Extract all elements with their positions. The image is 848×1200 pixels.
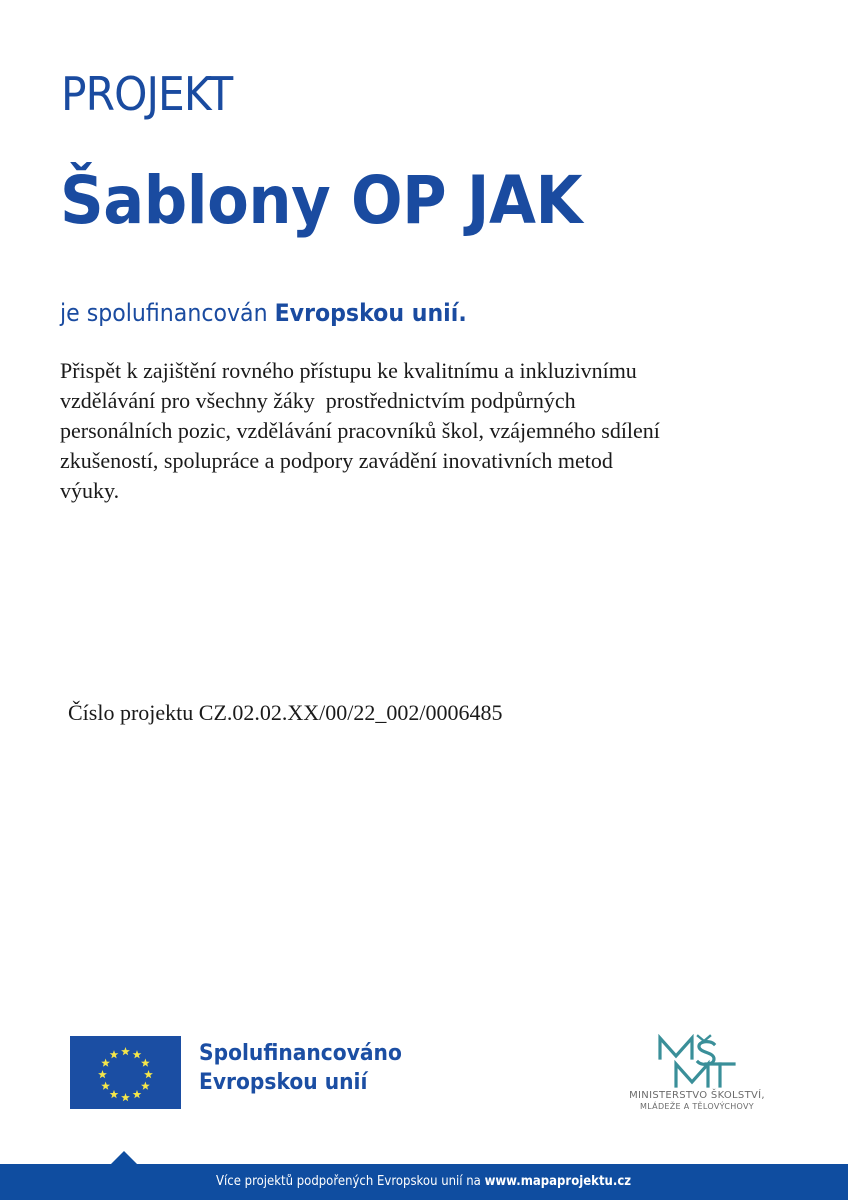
description-line: Přispět k zajištění rovného přístupu ke kvalitnímu a inkluzivnímu <box>60 358 637 383</box>
description-line: vzdělávání pro všechny žáky prostřednictvím podpůrných <box>60 388 576 413</box>
description-line: zkušeností, spolupráce a podpory zavádění inovativních metod <box>60 448 613 473</box>
cofinancing-prefix: je spolufinancován <box>60 299 275 327</box>
cofinancing-emphasis: Evropskou unií. <box>274 299 467 327</box>
description-line: personálních pozic, vzdělávání pracovníků škol, vzájemného sdílení <box>60 418 660 443</box>
project-number: Číslo projektu CZ.02.02.XX/00/22_002/0006485 <box>68 700 503 725</box>
msmt-label-line1: MINISTERSTVO ŠKOLSTVÍ, <box>629 1090 765 1101</box>
project-description <box>60 356 760 506</box>
eu-label-line1: Spolufinancováno <box>199 1041 402 1066</box>
eu-cofinanced-label <box>199 1039 402 1097</box>
footer-text <box>0 1164 848 1200</box>
footer-link[interactable]: www.mapaprojektu.cz <box>485 1174 632 1189</box>
description-line: výuky. <box>60 478 120 503</box>
eu-label-line2: Evropskou unií <box>199 1070 368 1095</box>
msmt-label-line2: MLÁDEŽE A TĚLOVÝCHOVY <box>640 1102 754 1111</box>
poster-kicker: PROJEKT <box>61 67 233 121</box>
project-title: Šablony OP JAK <box>60 162 583 239</box>
footer-triangle-decoration <box>111 1151 137 1164</box>
footer-prefix: Více projektů podpořených Evropskou unií na <box>216 1174 486 1189</box>
msmt-logo-icon <box>656 1034 736 1088</box>
eu-flag-icon <box>70 1036 181 1109</box>
cofinancing-statement <box>60 296 467 330</box>
msmt-label <box>612 1090 782 1112</box>
